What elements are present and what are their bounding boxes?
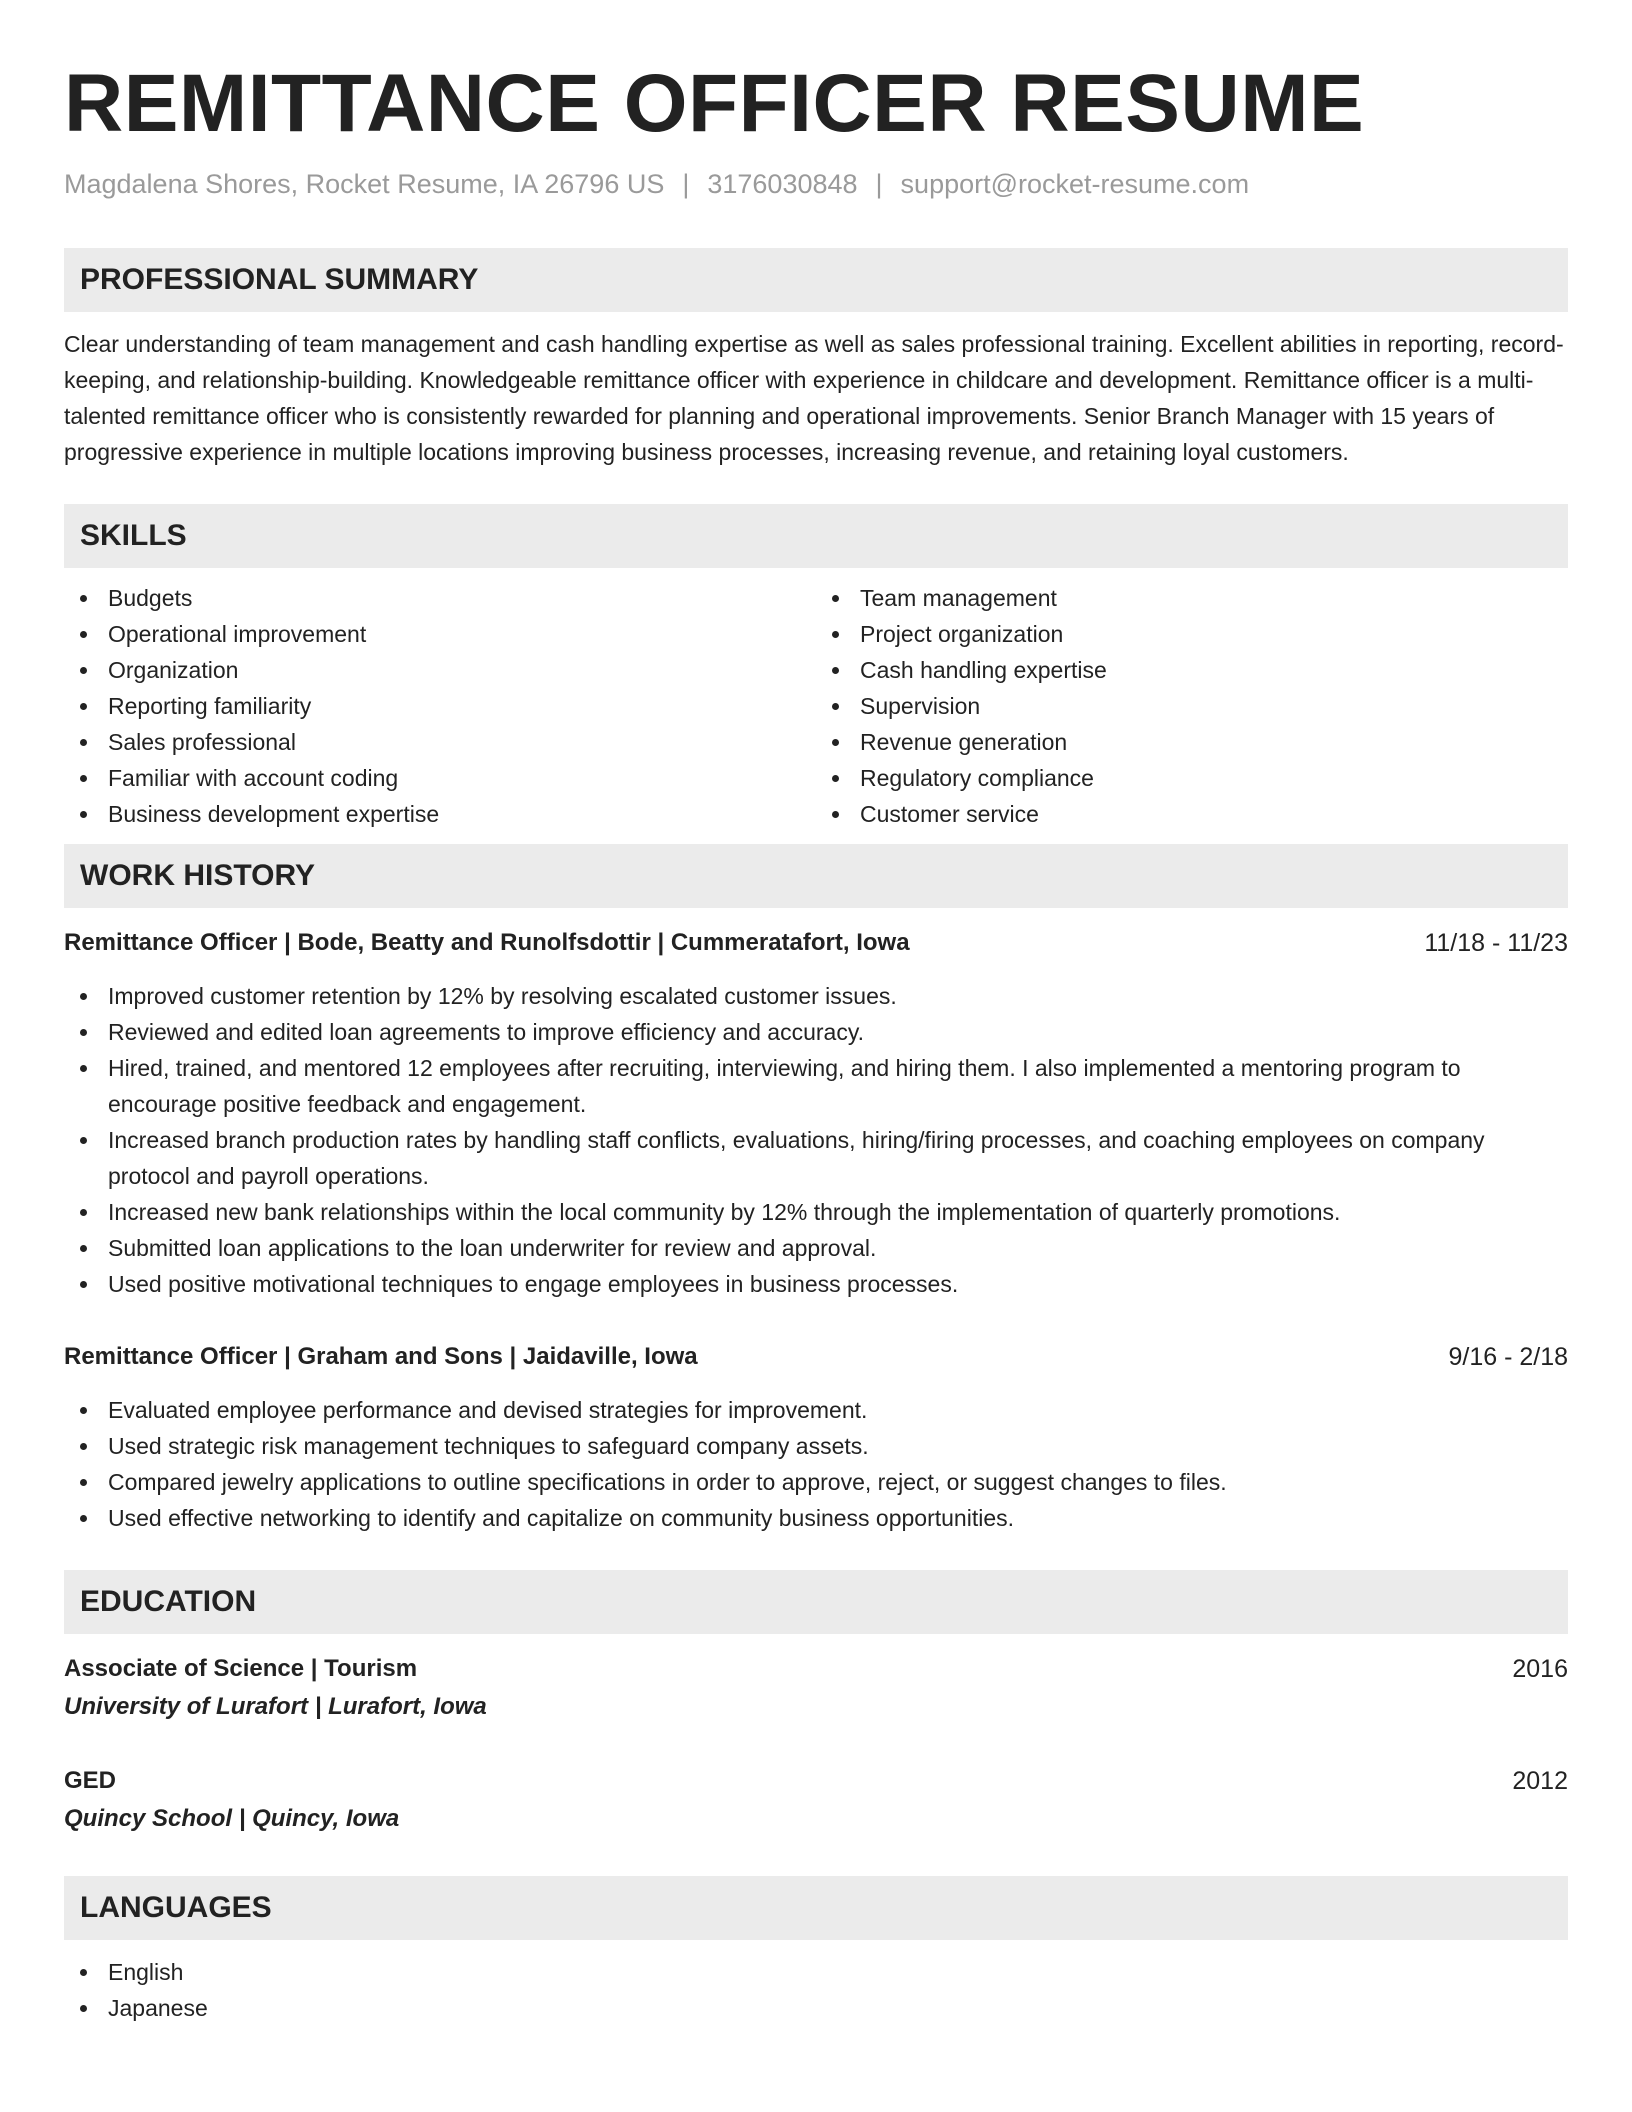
contact-separator: |	[875, 169, 883, 199]
education-header	[64, 1652, 1568, 1686]
job-dates: 9/16 - 2/18	[1448, 1343, 1568, 1371]
education-degree: Associate of Science | Tourism	[64, 1655, 418, 1682]
job-bullet: Used positive motivational techniques to engage employees in business processes.	[64, 1266, 1568, 1302]
job-bullet: Submitted loan applications to the loan underwriter for review and approval.	[64, 1230, 1568, 1266]
skill-item: Supervision	[816, 688, 1568, 724]
job-dates: 11/18 - 11/23	[1424, 929, 1568, 957]
skill-item: Revenue generation	[816, 724, 1568, 760]
job-title: Remittance Officer | Graham and Sons | Jaidaville, Iowa	[64, 1343, 698, 1370]
skill-item: Cash handling expertise	[816, 652, 1568, 688]
education-year: 2012	[1512, 1767, 1568, 1795]
skill-item: Customer service	[816, 796, 1568, 832]
job-bullets	[64, 978, 1568, 1302]
skill-item: Operational improvement	[64, 616, 816, 652]
languages-list	[64, 1954, 1568, 2026]
job-bullet: Increased new bank relationships within the local community by 12% through the implementation of quarterly promotions.	[64, 1194, 1568, 1230]
skills-column-left	[64, 580, 816, 832]
job-bullets	[64, 1392, 1568, 1536]
contact-phone: 3176030848	[707, 169, 858, 199]
skill-item: Team management	[816, 580, 1568, 616]
section-header-languages: LANGUAGES	[64, 1876, 1568, 1940]
skill-item: Business development expertise	[64, 796, 816, 832]
job-entry	[64, 1340, 1568, 1536]
education-year: 2016	[1512, 1655, 1568, 1683]
section-header-summary: PROFESSIONAL SUMMARY	[64, 248, 1568, 312]
education-school: Quincy School | Quincy, Iowa	[64, 1805, 400, 1832]
job-title: Remittance Officer | Bode, Beatty and Runolfsdottir | Cummeratafort, Iowa	[64, 929, 910, 956]
skill-item: Organization	[64, 652, 816, 688]
summary-text: Clear understanding of team management and cash handling expertise as well as sales professional training. Excellent abilities in reporting, record-keeping, and relationship-building. Knowledgeable remittance officer with experience in childcare and development. Remittance officer is a multi-talented remittance officer who is consistently rewarded for planning and operational improvements. Senior Branch Manager with 15 years of progressive experience in multiple locations improving business processes, increasing revenue, and retaining loyal customers.	[64, 331, 1564, 465]
job-bullet: Evaluated employee performance and devised strategies for improvement.	[64, 1392, 1568, 1428]
education-degree: GED	[64, 1767, 117, 1794]
job-entry	[64, 926, 1568, 1302]
skill-item: Reporting familiarity	[64, 688, 816, 724]
job-header	[64, 1340, 1568, 1374]
resume-title: REMITTANCE OFFICER RESUME	[64, 58, 1365, 149]
job-bullet: Used effective networking to identify and capitalize on community business opportunities.	[64, 1500, 1568, 1536]
skill-item: Project organization	[816, 616, 1568, 652]
education-header	[64, 1764, 1568, 1798]
education-entry	[64, 1764, 1568, 1836]
skills-grid	[64, 580, 1568, 832]
contact-address: Magdalena Shores, Rocket Resume, IA 26796 US	[64, 169, 665, 199]
job-header	[64, 926, 1568, 960]
skill-item: Familiar with account coding	[64, 760, 816, 796]
contact-email: support@rocket-resume.com	[900, 169, 1250, 199]
language-item: Japanese	[64, 1990, 1568, 2026]
job-bullet: Compared jewelry applications to outline specifications in order to approve, reject, or suggest changes to files.	[64, 1464, 1568, 1500]
section-header-education: EDUCATION	[64, 1570, 1568, 1634]
section-header-work-history: WORK HISTORY	[64, 844, 1568, 908]
skill-item: Sales professional	[64, 724, 816, 760]
education-school: University of Lurafort | Lurafort, Iowa	[64, 1693, 487, 1720]
job-bullet: Improved customer retention by 12% by resolving escalated customer issues.	[64, 978, 1568, 1014]
skills-column-right	[816, 580, 1568, 832]
contact-line	[64, 166, 1568, 202]
section-header-skills: SKILLS	[64, 504, 1568, 568]
job-bullet: Increased branch production rates by handling staff conflicts, evaluations, hiring/firing processes, and coaching employees on company protocol and payroll operations.	[64, 1122, 1568, 1194]
job-bullet: Used strategic risk management techniques to safeguard company assets.	[64, 1428, 1568, 1464]
contact-separator: |	[682, 169, 690, 199]
skill-item: Regulatory compliance	[816, 760, 1568, 796]
job-bullet: Reviewed and edited loan agreements to improve efficiency and accuracy.	[64, 1014, 1568, 1050]
skill-item: Budgets	[64, 580, 816, 616]
job-bullet: Hired, trained, and mentored 12 employees after recruiting, interviewing, and hiring them. I also implemented a mentoring program to encourage positive feedback and engagement.	[64, 1050, 1568, 1122]
education-entry	[64, 1652, 1568, 1724]
language-item: English	[64, 1954, 1568, 1990]
